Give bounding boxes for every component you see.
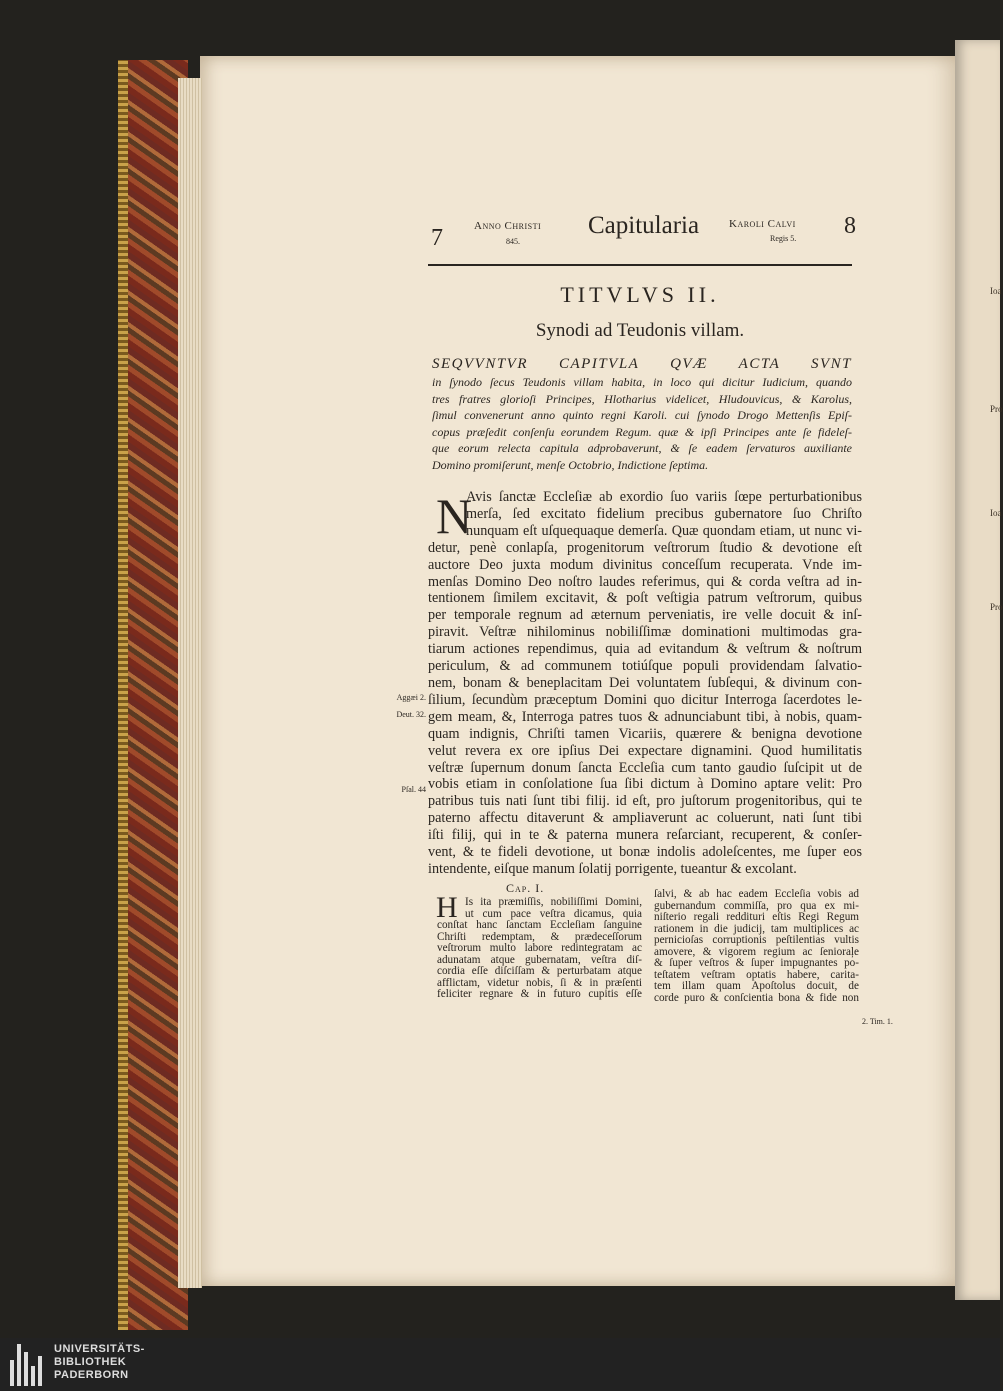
body-line: intendente, eiſque manum ſolatij porrigente, tueantur & excolant. (428, 860, 797, 877)
intro-line: in ſynodo ſecus Teudonis villam habita, in loco qui dicitur Iudicium, quando (432, 375, 852, 389)
titulus-subtitle: Synodi ad Teudonis villam. (535, 320, 745, 341)
intro-line: ſimul convenerunt anno quinto regni Karoli. cui ſynodo Drogo Mettenſis Epiſ- (432, 408, 852, 422)
drop-cap-h: H (436, 891, 458, 924)
chapter-line: amovere, & vigorem regium ac ſenioraļe (654, 945, 859, 958)
gilt-border (118, 60, 128, 1330)
facing-page-fragment: Pro (990, 602, 1003, 612)
body-line: tiarum actiones rependimus, quia ad evitandum & veſtrum & noſtrum (428, 641, 862, 658)
body-line: paterno affectu ditaverunt & ampliaverunt ac coluerunt, nati ſunt tibi (428, 810, 862, 827)
body-line: ſilium, ſecundùm præceptum Domini quo dicitur Interroga ſacerdotes le- (428, 691, 862, 708)
reign-year: Regis 5. (770, 234, 797, 243)
body-line: detur, penè conlapſa, progenitorum veſtrorum ſtudio & devotione eſt (428, 539, 862, 556)
margin-note: Pſal. 44 (401, 785, 426, 794)
body-line: tentionem ſimilem excitavit, & poſt veſtigia patrum veſtrorum, quibus (428, 590, 862, 607)
intro-paragraph (432, 355, 852, 473)
facing-page-fragment: Pro (990, 404, 1003, 414)
running-title: Capitularia (588, 212, 700, 239)
library-name-line: BIBLIOTHEK (54, 1356, 127, 1368)
body-line: patribus tuis nati ſunt tibi filij. id eſt, pro juſtorum progenitoribus, qui te (428, 793, 862, 810)
body-line: vent, & te fideli devotione, ut bonæ indolis adoleſcentes, me ſuper eos (428, 844, 862, 861)
year: 845. (506, 237, 520, 246)
chapter-line: afflictam, videtur nobis, ſi & in præſenti (437, 976, 642, 989)
chapter-line: & ſuper veſtros & ſuper impugnantes po- (654, 957, 859, 969)
body-line: per temporale regnum ad æternum perveniatis, ire velle docuit & inſ- (428, 607, 862, 624)
chapter-line: ſalvi, & ab hac eadem Eccleſia vobis ad (654, 888, 859, 900)
chapter-line: tem illam quam Apoſtolus docuit, de (654, 980, 859, 992)
body-line: nunquam eſt uſquequaque demerſa. Quæ quondam etiam, ut nunc vi- (466, 522, 862, 539)
library-name-line: UNIVERSITÄTS- (54, 1343, 145, 1355)
library-logo-icon (10, 1344, 46, 1386)
chapter-line: ut cum pace veſtra dicamus, quia (465, 907, 642, 920)
chapter-line: adunatam atque gubernatam, veſtra diſ- (437, 953, 642, 966)
chapter-line: Chriſti redemptam, & prædeceſſorum (437, 930, 642, 943)
chapter-line: veſtrorum multo labore redintegratam ac (437, 942, 642, 954)
body-line: gem meam, &, Interroga patres tuos & adnunciabunt tibi, à nobis, quam- (428, 708, 862, 725)
chapter-line: niſterio regali redditurі eſtis Regi Regum (654, 911, 859, 923)
facing-page-edge (955, 40, 1000, 1300)
facing-page-fragment: Ioa (990, 286, 1002, 296)
chapter-line: corde puro & conſcientia bona & fide non (654, 991, 859, 1004)
margin-note: Deut. 32. (396, 710, 426, 719)
body-line: auctore Deo juxta modum divinitus conceſſum recuperata. Vnde im- (428, 556, 862, 573)
chapter-right-column (654, 889, 859, 1004)
margin-note: 2. Tim. 1. (862, 1017, 893, 1026)
drop-cap-n: N (436, 488, 473, 544)
intro-line: Domino promiſerunt, menſe Octobrio, Indictione ſeptima. (432, 457, 709, 472)
chapter-line: Is ita præmiſſis, nobiliſſimi Domini, (465, 896, 642, 908)
body-line: veſtræ ſupernum donum ſancta Eccleſia cum tanto gaudio ſuſcipit ut de (428, 759, 862, 776)
body-text (428, 489, 862, 878)
library-name (54, 1343, 145, 1382)
library-name-line: PADERBORN (54, 1369, 129, 1381)
body-line: velut revera ex ore ipſius Dei expectare dignamini. Quod humilitatis (428, 742, 862, 759)
body-line: nem, bonam & beneplacitam Dei voluntatem ſubſequi, & divinum con- (428, 674, 862, 691)
chapter-line: pernicioſas corruptionis peſtilentias vultis (654, 934, 859, 946)
chapter-line: gubernandum commiſſa, pro qua ex mi- (654, 899, 859, 912)
running-head-left: Anno Christi (474, 220, 542, 232)
header-rule (428, 264, 852, 266)
body-line: menſas Domino Deo noſtro laudes referimus, qui & corda veſtra ad in- (428, 573, 862, 590)
body-line: quam indignis, Chriſti tamen Vicariis, quærere & benigna devotione (428, 725, 862, 742)
chapter-line: cordia eſſe diſciſſam & perturbatam atque (437, 965, 642, 977)
body-line: Avis ſanctæ Eccleſiæ ab exordio ſuo variis ſœpe perturbationibus (466, 489, 862, 505)
margin-note: Aggæi 2. (396, 693, 426, 702)
titulus-heading: TITVLVS II. (560, 282, 720, 307)
intro-line: SEQVVNTVR CAPITVLA QVÆ ACTA SVNT (432, 356, 852, 372)
chapter-line: rationem in die judicij, tam multiplices ac (654, 922, 859, 935)
body-line: vobis etiam in conſolatione ſua ſibi dictum à Domino aptare velit: Pro (428, 776, 862, 793)
running-head-right: Karoli Calvi (729, 218, 796, 230)
chapter-line: feliciter regnare & in futuro cupitis eſſe (437, 988, 642, 1000)
intro-line: copus præſedit conſenſu eorundem Regum. quæ & ipſi Principes ante ſe fideleſ- (432, 424, 852, 439)
intro-line: que eorum relecta capitula adprobaverunt, & ſe eadem ſervaturos auxiliante (432, 441, 852, 455)
facing-page-fragment: Ioa (990, 508, 1002, 518)
chapter-heading: Cap. I. (506, 881, 545, 895)
body-line: piravit. Veſtræ nihilominus nobiliſſimæ dominationi multimodas gra- (428, 624, 862, 641)
body-line: periculum, & ad communem totiúſque populi providendam ſalvatio- (428, 658, 862, 675)
chapter-line: conſtat hanc ſanctam Eccleſiam ſanguine (437, 919, 642, 931)
chapter-line: teſtatem veſtram optatis habere, carita- (654, 968, 859, 981)
page-number-right: 8 (844, 213, 856, 239)
library-footer (0, 1338, 1000, 1391)
body-line: merſa, ſed excitato fidelium precibus gubernatore ſuo Chriſto (466, 505, 862, 522)
page-stack (178, 78, 202, 1288)
chapter-left-column (437, 897, 642, 1001)
body-line: iſti filij, qui in te & paterna munera reſarciant, recuperent, & conſer- (428, 827, 862, 844)
intro-line: tres fratres glorioſi Principes, Hlotharius videlicet, Hludouvicus, & Karolus, (432, 391, 852, 406)
page-number-left: 7 (431, 225, 443, 251)
